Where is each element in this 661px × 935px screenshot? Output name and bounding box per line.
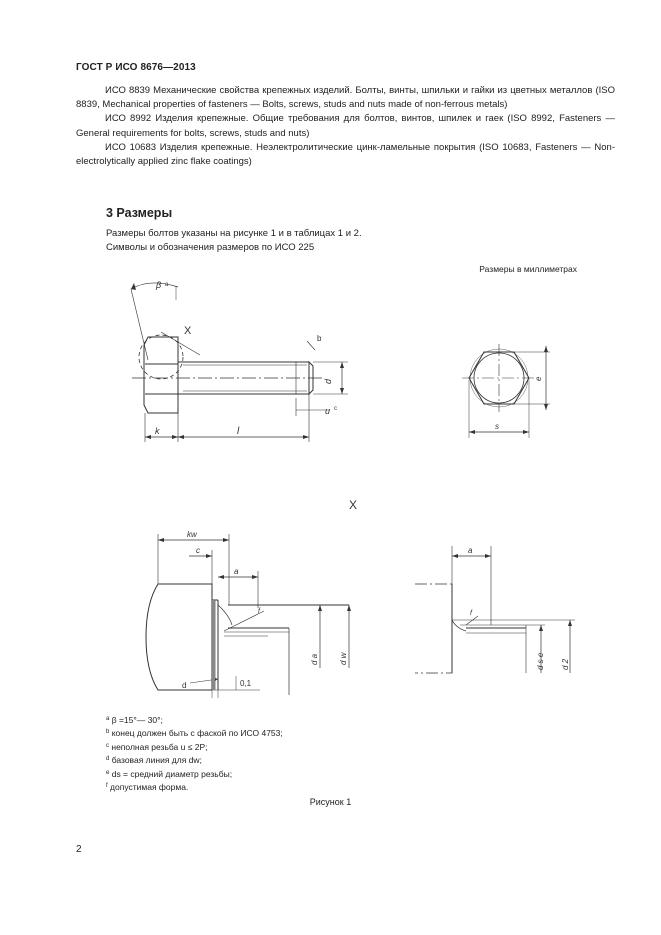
label-d: d	[323, 378, 333, 384]
label-e: e	[534, 376, 543, 381]
detail-x-right	[415, 546, 575, 673]
units-note: Размеры в миллиметрах	[479, 264, 577, 274]
label-a: a	[234, 567, 239, 576]
intro-line-2: Символы и обозначения размеров по ИСО 225	[106, 242, 315, 254]
label-d2: d 2	[561, 658, 570, 670]
label-l: l	[237, 426, 240, 437]
footnote-e: $^e$ ds = средний диаметр резьбы;	[106, 768, 233, 779]
label-f: f	[258, 608, 260, 615]
document-header: ГОСТ Р ИСО 8676—2013	[76, 62, 196, 73]
label-beta-mark: a	[165, 282, 169, 288]
label-b: b	[317, 334, 322, 343]
label-u: u	[325, 406, 331, 416]
detail-x-title: X	[349, 498, 358, 512]
footnote-f: $^f$ допустимая форма.	[106, 782, 189, 793]
label-s: s	[495, 422, 499, 431]
detail-x-left	[146, 534, 349, 698]
label-ds: d s e	[536, 652, 545, 670]
label-tolerance: 0,1	[240, 679, 252, 688]
bolt-head-outline	[144, 337, 178, 413]
footnote-a: $^a$ β =15°— 30°;	[106, 715, 163, 725]
label-u-mark: c	[334, 406, 337, 412]
detail-x-circle	[139, 335, 183, 379]
label-da: d a	[310, 653, 319, 665]
detail-head-outline-right	[415, 584, 452, 673]
label-beta: β	[156, 280, 162, 290]
label-kw: kw	[187, 530, 197, 539]
label-x: X	[184, 325, 192, 337]
reference-iso-8839: ИСО 8839 Механические свойства крепежных изделий. Болты, винты, шпильки и гайки из цветных металлов (ISO 8839, Mechanical properties of fasteners — Bolts, screws, studs and nuts made of non-ferrous metals)	[76, 85, 615, 111]
hex-end-view	[462, 344, 550, 438]
figure-caption: Рисунок 1	[309, 797, 352, 807]
page-number: 2	[76, 844, 82, 855]
section-title: 3 Размеры	[106, 206, 173, 220]
label-c: c	[196, 546, 200, 555]
label-f-right: f	[470, 610, 472, 617]
footnote-c: $^c$ неполная резьба u ≤ 2P;	[106, 741, 208, 752]
figure-footnotes	[106, 713, 283, 793]
label-dw: d w	[339, 652, 348, 665]
label-k: k	[155, 426, 160, 436]
bolt-side-view	[131, 283, 348, 442]
footnote-d: $^d$ базовая линия для dw;	[106, 755, 202, 766]
detail-head-outline	[146, 584, 212, 690]
footnote-b: $^b$ конец должен быть с фаской по ИСО 4753;	[106, 728, 283, 739]
intro-line-1: Размеры болтов указаны на рисунке 1 и в таблицах 1 и 2.	[106, 228, 362, 239]
label-d-mark: d	[182, 681, 187, 690]
reference-iso-10683: ИСО 10683 Изделия крепежные. Неэлектролитические цинк-ламельные покрытия (ISO 10683, Fasteners — Non-electrolytically applied zinc flake coatings)	[76, 141, 615, 168]
label-a-right: a	[468, 546, 473, 555]
reference-iso-8992: ИСО 8992 Изделия крепежные. Общие требования для болтов, винтов, шпилек и гаек (ISO 8992, Fasteners — General requirements for bolts, screws, studs and nuts)	[76, 113, 615, 139]
head-hatch-left	[212, 600, 215, 690]
